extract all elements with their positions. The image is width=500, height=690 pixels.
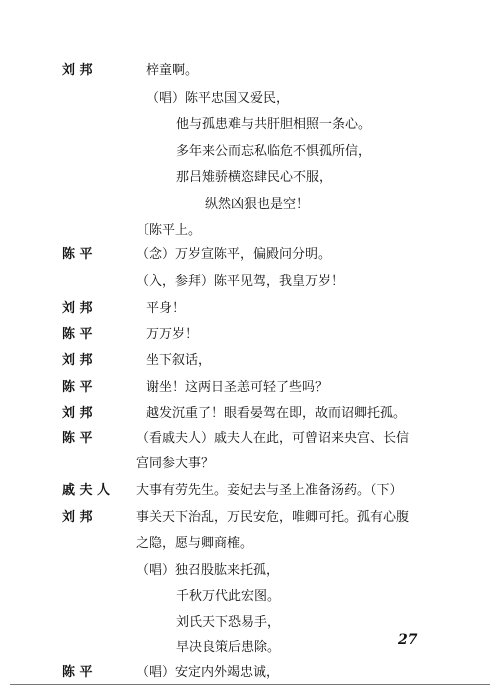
speaker-name: 刘 邦 (62, 353, 93, 368)
dialogue-text: 平身！ (146, 301, 186, 316)
dialogue-text: （唱）安定内外竭忠诚， (136, 665, 280, 680)
dialogue-text: 大事有劳先生。妾妃去与圣上准备汤药。（下） (136, 483, 403, 498)
dialogue-text: （唱）陈平忠国又爱民， (146, 91, 290, 106)
speaker-name: 陈 平 (62, 380, 93, 395)
speaker-name: 陈 平 (62, 327, 93, 342)
speaker-name: 刘 邦 (62, 301, 93, 316)
dialogue-text: 早决良策后患除。 (176, 640, 281, 655)
dialogue-text: 谢坐！这两日圣恙可轻了些吗？ (146, 380, 329, 395)
speaker-name: 刘 邦 (62, 63, 93, 78)
speaker-name: 刘 邦 (62, 406, 93, 421)
dialogue-text: 之隐，愿与卿商榷。 (136, 536, 254, 551)
page-bottom-rule (10, 684, 490, 685)
speaker-name: 刘 邦 (62, 510, 93, 525)
speaker-name: 陈 平 (62, 247, 93, 262)
dialogue-text: （看戚夫人）戚夫人在此，可曾诏来央宫、长信 (136, 431, 410, 446)
dialogue-text: 越发沉重了！眼看晏驾在即，故而诏卿托孤。 (146, 406, 407, 421)
page-number: 27 (398, 632, 418, 648)
dialogue-text: 梓童啊。 (146, 63, 199, 78)
dialogue-text: 〔陈平上。 (136, 223, 202, 238)
speaker-name: 戚 夫 人 (62, 483, 111, 498)
dialogue-text: 他与孤患难与共肝胆相照一条心。 (176, 117, 372, 132)
dialogue-text: 多年来公而忘私临危不惧孤所信， (176, 144, 372, 159)
dialogue-text: 千秋万代此宏图。 (176, 589, 281, 604)
dialogue-text: 万万岁！ (146, 327, 199, 342)
dialogue-text: （唱）独召股肱来托孤， (136, 563, 280, 578)
dialogue-text: （念）万岁宣陈平，偏殿问分明。 (136, 247, 332, 262)
dialogue-text: 刘氏天下恐易手， (176, 615, 281, 630)
dialogue-text: 那吕雉骄横恣肆民心不服， (176, 170, 333, 185)
speaker-name: 陈 平 (62, 665, 93, 680)
dialogue-text: （入，参拜）陈平见驾，我皇万岁！ (136, 274, 345, 289)
dialogue-text: 事关天下治乱，万民安危，唯卿可托。孤有心腹 (136, 510, 410, 525)
dialogue-text: 纵然凶狠也是空！ (205, 197, 310, 212)
speaker-name: 陈 平 (62, 431, 93, 446)
dialogue-text: 宫同参大事？ (136, 456, 215, 471)
dialogue-text: 坐下叙话， (146, 353, 212, 368)
